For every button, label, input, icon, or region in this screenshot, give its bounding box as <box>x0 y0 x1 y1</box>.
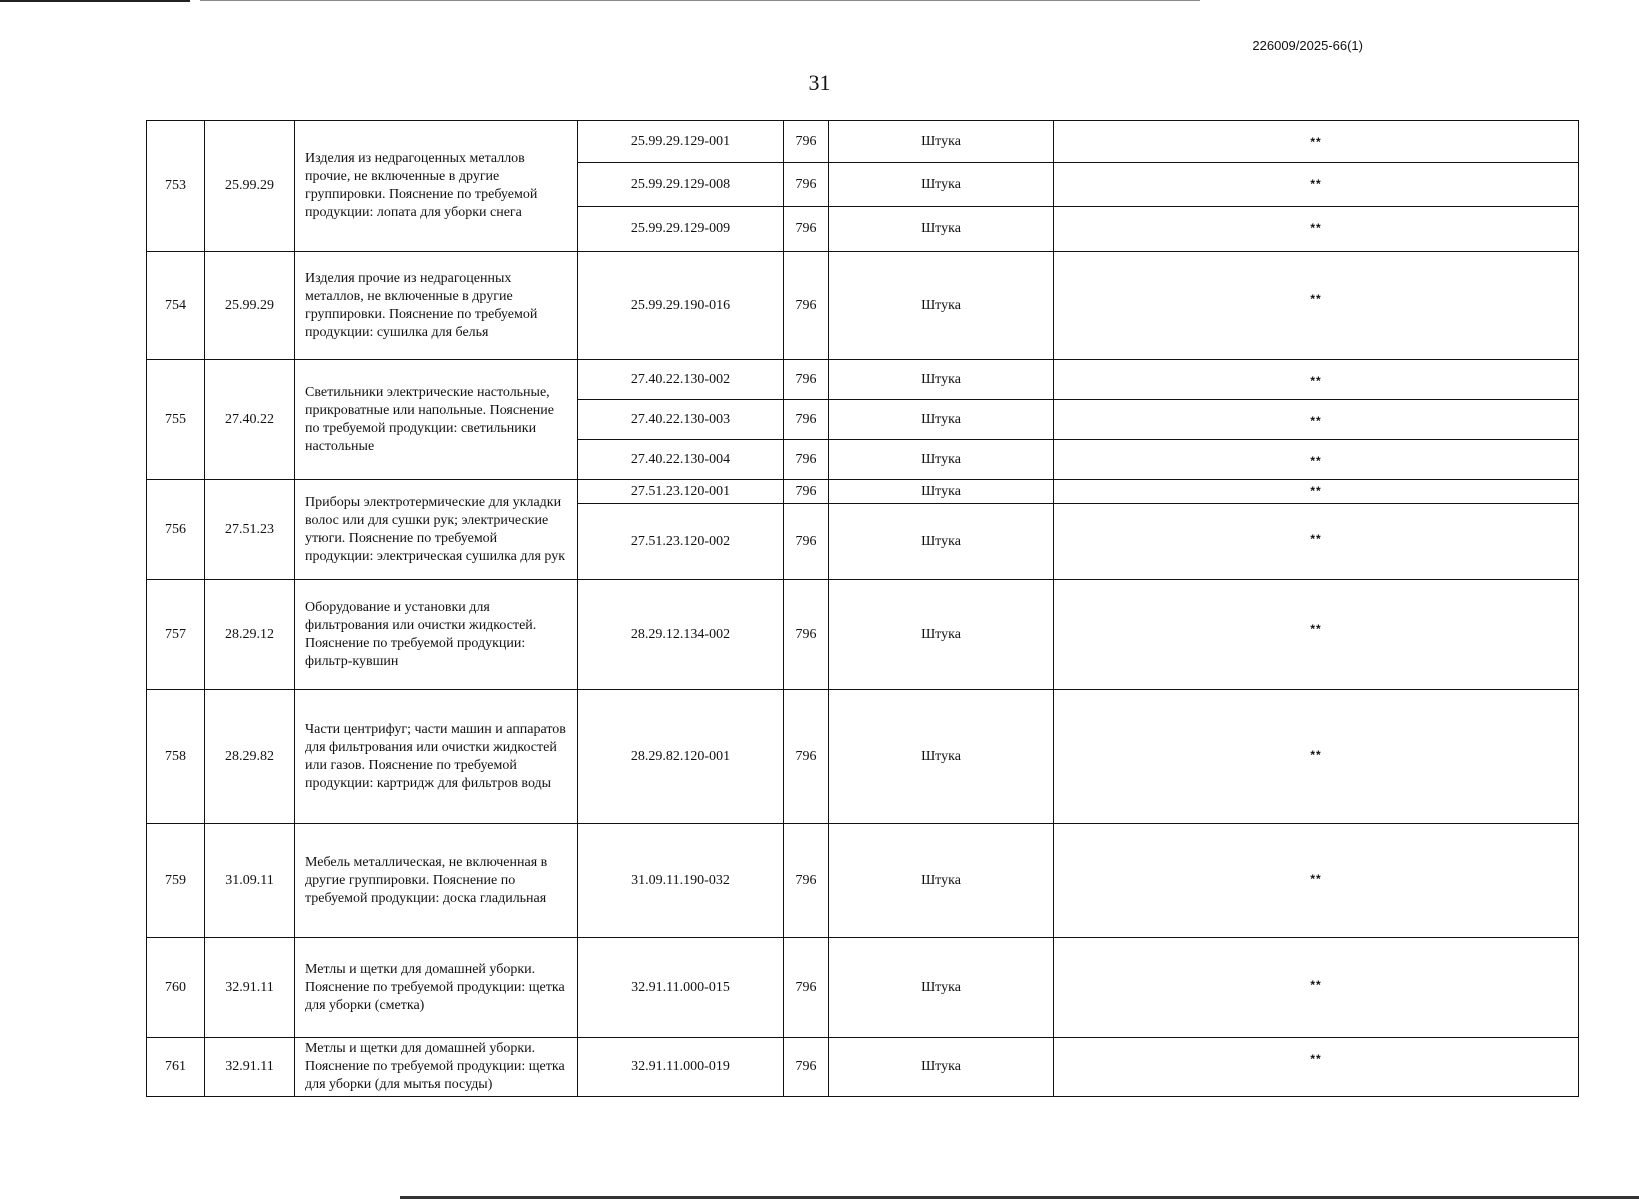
ktru-code: 27.51.23.120-001 <box>578 480 784 504</box>
okpd-code: 32.91.11 <box>205 1038 295 1097</box>
table-row <box>147 580 1579 690</box>
row-number: 757 <box>147 580 205 690</box>
okei-code: 796 <box>784 440 829 480</box>
table-row <box>147 252 1579 360</box>
unit-name: Штука <box>829 121 1054 163</box>
row-number: 755 <box>147 360 205 480</box>
products-table <box>146 120 1579 1097</box>
ktru-code: 27.51.23.120-002 <box>578 504 784 580</box>
note-mark: ** <box>1054 580 1579 690</box>
note-mark: ** <box>1054 824 1579 938</box>
product-description: Оборудование и установки для фильтрования или очистки жидкостей. Пояснение по требуемой продукции: фильтр-кувшин <box>295 580 578 690</box>
ktru-code: 28.29.82.120-001 <box>578 690 784 824</box>
okpd-code: 28.29.12 <box>205 580 295 690</box>
okpd-code: 31.09.11 <box>205 824 295 938</box>
ktru-code: 27.40.22.130-002 <box>578 360 784 400</box>
unit-name: Штука <box>829 580 1054 690</box>
ktru-code: 32.91.11.000-015 <box>578 938 784 1038</box>
ktru-code: 28.29.12.134-002 <box>578 580 784 690</box>
row-number: 759 <box>147 824 205 938</box>
unit-name: Штука <box>829 824 1054 938</box>
okei-code: 796 <box>784 504 829 580</box>
product-description: Изделия прочие из недрагоценных металлов, не включенные в другие группировки. Пояснение по требуемой продукции: сушилка для белья <box>295 252 578 360</box>
unit-name: Штука <box>829 400 1054 440</box>
okpd-code: 27.40.22 <box>205 360 295 480</box>
page-number: 31 <box>808 70 831 95</box>
ktru-code: 25.99.29.129-001 <box>578 121 784 163</box>
scan-edge-top <box>0 0 190 2</box>
okei-code: 796 <box>784 121 829 163</box>
row-number: 756 <box>147 480 205 580</box>
ktru-code: 32.91.11.000-019 <box>578 1038 784 1097</box>
note-mark: ** <box>1054 207 1579 252</box>
okpd-code: 28.29.82 <box>205 690 295 824</box>
unit-name: Штука <box>829 690 1054 824</box>
row-number: 760 <box>147 938 205 1038</box>
note-mark: ** <box>1054 121 1579 163</box>
note-mark: ** <box>1054 400 1579 440</box>
okei-code: 796 <box>784 207 829 252</box>
row-number: 753 <box>147 121 205 252</box>
okei-code: 796 <box>784 360 829 400</box>
ktru-code: 25.99.29.129-008 <box>578 163 784 207</box>
note-mark: ** <box>1054 163 1579 207</box>
note-mark: ** <box>1054 690 1579 824</box>
row-number: 754 <box>147 252 205 360</box>
okei-code: 796 <box>784 938 829 1038</box>
table-row <box>147 480 1579 504</box>
product-description: Части центрифуг; части машин и аппаратов для фильтрования или очистки жидкостей или газов. Пояснение по требуемой продукции: картридж для фильтров воды <box>295 690 578 824</box>
unit-name: Штука <box>829 504 1054 580</box>
ktru-code: 27.40.22.130-003 <box>578 400 784 440</box>
ktru-code: 25.99.29.129-009 <box>578 207 784 252</box>
okei-code: 796 <box>784 400 829 440</box>
scan-edge-top-faint <box>200 0 1200 1</box>
note-mark: ** <box>1054 480 1579 504</box>
table-row <box>147 360 1579 400</box>
unit-name: Штука <box>829 480 1054 504</box>
row-number: 758 <box>147 690 205 824</box>
note-mark: ** <box>1054 360 1579 400</box>
okpd-code: 32.91.11 <box>205 938 295 1038</box>
table-row <box>147 938 1579 1038</box>
note-mark: ** <box>1054 504 1579 580</box>
product-description: Мебель металлическая, не включенная в другие группировки. Пояснение по требуемой продукции: доска гладильная <box>295 824 578 938</box>
unit-name: Штука <box>829 252 1054 360</box>
product-description: Метлы и щетки для домашней уборки. Пояснение по требуемой продукции: щетка для уборки (сметка) <box>295 938 578 1038</box>
product-description: Метлы и щетки для домашней уборки. Пояснение по требуемой продукции: щетка для уборки (для мытья посуды) <box>295 1038 578 1097</box>
unit-name: Штука <box>829 1038 1054 1097</box>
note-mark: ** <box>1054 938 1579 1038</box>
unit-name: Штука <box>829 938 1054 1038</box>
okei-code: 796 <box>784 252 829 360</box>
table-row <box>147 1038 1579 1097</box>
okpd-code: 25.99.29 <box>205 252 295 360</box>
note-mark: ** <box>1054 440 1579 480</box>
okpd-code: 25.99.29 <box>205 121 295 252</box>
product-description: Светильники электрические настольные, прикроватные или напольные. Пояснение по требуемой продукции: светильники настольные <box>295 360 578 480</box>
note-mark: ** <box>1054 1038 1579 1097</box>
ktru-code: 25.99.29.190-016 <box>578 252 784 360</box>
scan-edge-bottom <box>400 1196 1639 1199</box>
okei-code: 796 <box>784 163 829 207</box>
okei-code: 796 <box>784 824 829 938</box>
table-row <box>147 690 1579 824</box>
table-body <box>147 121 1579 1097</box>
unit-name: Штука <box>829 207 1054 252</box>
product-description: Приборы электротермические для укладки волос или для сушки рук; электрические утюги. Пояснение по требуемой продукции: электрическая сушилка для рук <box>295 480 578 580</box>
note-mark: ** <box>1054 252 1579 360</box>
document-reference: 226009/2025-66(1) <box>1252 38 1363 53</box>
table-row <box>147 121 1579 163</box>
okei-code: 796 <box>784 580 829 690</box>
unit-name: Штука <box>829 360 1054 400</box>
ktru-code: 27.40.22.130-004 <box>578 440 784 480</box>
okei-code: 796 <box>784 1038 829 1097</box>
ktru-code: 31.09.11.190-032 <box>578 824 784 938</box>
okei-code: 796 <box>784 480 829 504</box>
unit-name: Штука <box>829 163 1054 207</box>
product-description: Изделия из недрагоценных металлов прочие, не включенные в другие группировки. Пояснение по требуемой продукции: лопата для уборки снега <box>295 121 578 252</box>
okpd-code: 27.51.23 <box>205 480 295 580</box>
row-number: 761 <box>147 1038 205 1097</box>
okei-code: 796 <box>784 690 829 824</box>
table-row <box>147 824 1579 938</box>
unit-name: Штука <box>829 440 1054 480</box>
